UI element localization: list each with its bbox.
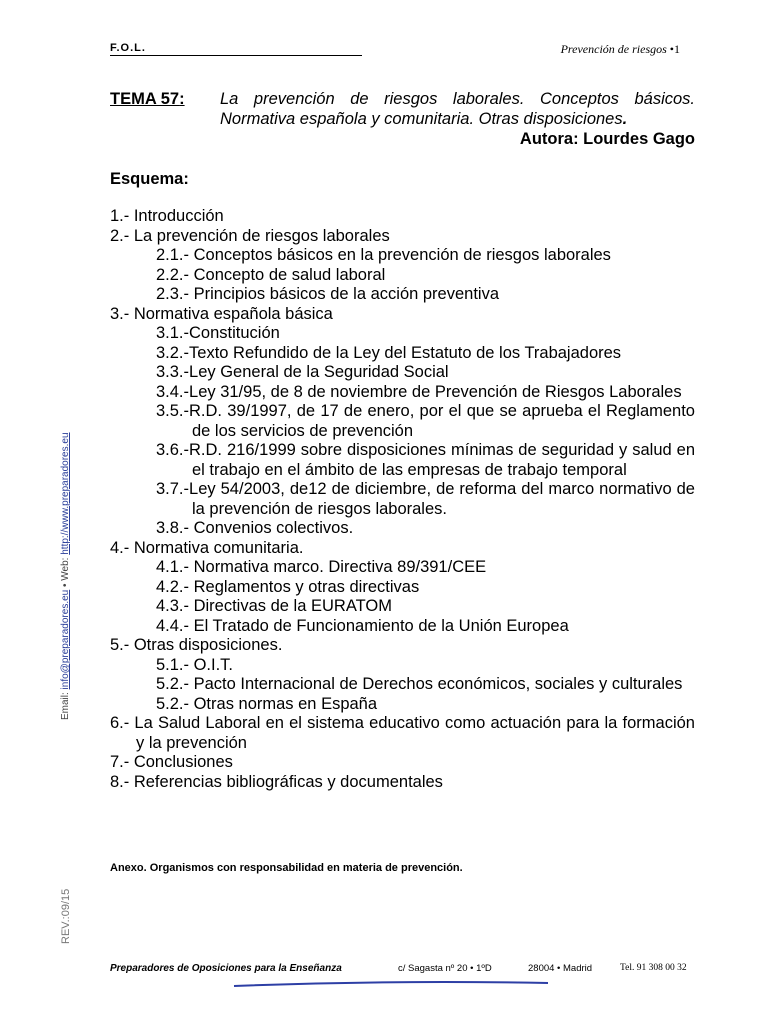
tema-colon: : xyxy=(179,90,185,108)
title-line-2-end: . xyxy=(622,110,628,128)
outline-item: 1.- Introducción xyxy=(110,207,224,225)
footer-underline xyxy=(232,979,552,989)
outline-subitem: 3.1.-Constitución xyxy=(156,324,280,342)
outline-subitem: 4.1.- Normativa marco. Directiva 89/391/CEE xyxy=(156,558,487,576)
outline-subitem: 5.1.- O.I.T. xyxy=(156,655,234,674)
outline-subitem: 3.3.-Ley General de la Seguridad Social xyxy=(156,363,449,381)
outline-subitem: 2.2.- Concepto de salud laboral xyxy=(156,265,386,284)
outline-subitem: 4.4.- El Tratado de Funcionamiento de la Unión Europea xyxy=(156,616,569,635)
author: Autora: Lourdes Gago xyxy=(519,130,695,148)
outline-subitem: 3.4.-Ley 31/95, de 8 de noviembre de Prevención de Riesgos Laborales xyxy=(156,382,682,401)
web-label: • Web: xyxy=(60,554,71,590)
web-link[interactable]: http://www.preparadores.eu xyxy=(60,432,71,555)
outline-subitem: 5.2.- Pacto Internacional de Derechos económicos, sociales y culturales xyxy=(156,675,683,693)
esquema-heading: Esquema: xyxy=(110,170,189,188)
sidebar-contact xyxy=(60,432,71,720)
outline-item: 6.- La Salud Laboral en el sistema educativo como actuación para la formación y la prevención xyxy=(110,714,695,752)
header-title: Prevención de riesgos xyxy=(560,42,667,56)
title-line-2 xyxy=(220,109,695,129)
footer-city: 28004 • Madrid xyxy=(528,963,593,974)
outline-item: 2.- La prevención de riesgos laborales xyxy=(110,226,390,245)
email-label: Email: xyxy=(60,689,71,720)
outline-subitem: 2.3.- Principios básicos de la acción preventiva xyxy=(156,285,500,303)
outline-item: 5.- Otras disposiciones. xyxy=(110,636,283,654)
outline-subitem: 5.2.- Otras normas en España xyxy=(156,694,378,713)
outline-subitem: 3.5.-R.D. 39/1997, de 17 de enero, por el que se aprueba el Reglamento de los servicios de prevención xyxy=(156,402,695,440)
outline-item: 4.- Normativa comunitaria. xyxy=(110,538,304,557)
outline-subitem: 3.2.-Texto Refundido de la Ley del Estatuto de los Trabajadores xyxy=(156,343,622,362)
outline-subitem: 3.8.- Convenios colectivos. xyxy=(156,519,354,537)
footer-organization: Preparadores de Oposiciones para la Enseñanza xyxy=(110,963,342,974)
header-right xyxy=(561,42,680,57)
footer-phone: Tel. 91 308 00 32 xyxy=(620,963,687,973)
footer-address: c/ Sagasta nº 20 • 1ºD xyxy=(398,963,492,974)
outline-item: 7.- Conclusiones xyxy=(110,753,233,771)
outline-subitem: 4.2.- Reglamentos y otras directivas xyxy=(156,577,420,596)
outline-subitem: 3.7.-Ley 54/2003, de12 de diciembre, de reforma del marco normativo de la prevención de riesgos laborales. xyxy=(156,480,695,518)
outline-subitem: 2.1.- Conceptos básicos en la prevención de riesgos laborales xyxy=(156,246,611,264)
outline-item: 3.- Normativa española básica xyxy=(110,304,333,323)
outline-item: 8.- Referencias bibliográficas y documentales xyxy=(110,772,443,791)
page-number: •1 xyxy=(669,42,680,56)
revision-label: REV.:09/15 xyxy=(60,888,72,944)
outline-list xyxy=(110,207,695,792)
title-line-1: La prevención de riesgos laborales. Conceptos básicos. xyxy=(220,90,695,108)
email-link[interactable]: info@preparadores.eu xyxy=(60,589,71,690)
outline-subitem: 3.6.-R.D. 216/1999 sobre disposiciones mínimas de seguridad y salud en el trabajo en el ámbito de las empresas de trabajo temporal xyxy=(156,441,695,479)
anexo-note: Anexo. Organismos con responsabilidad en materia de prevención. xyxy=(110,862,463,874)
header-rule xyxy=(110,55,362,56)
title-line-2-text: Normativa española y comunitaria. Otras disposiciones xyxy=(220,110,623,128)
header-left: F.O.L. xyxy=(110,42,146,54)
tema-label xyxy=(110,89,185,109)
document-title xyxy=(110,89,695,149)
outline-subitem: 4.3.- Directivas de la EURATOM xyxy=(156,597,392,615)
tema-number: TEMA 57 xyxy=(110,90,180,108)
